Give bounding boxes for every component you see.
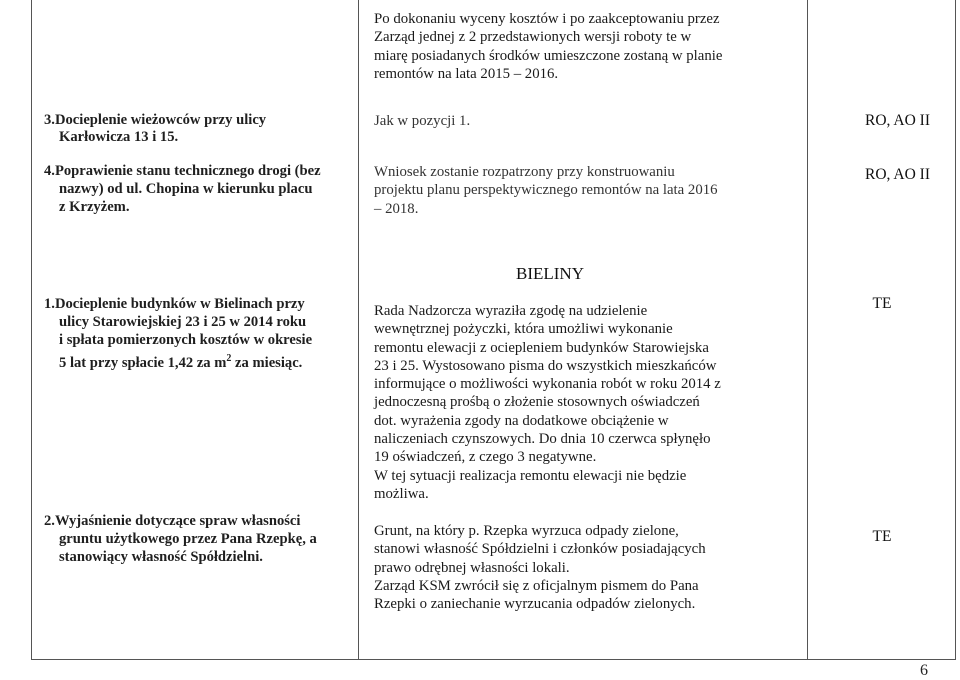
item-4-title-cont: z Krzyżem.	[59, 199, 130, 215]
text-line: Po dokonaniu wyceny kosztów i po zaakceptowaniu przez	[374, 11, 720, 27]
item-4-responsible: RO, AO II	[864, 166, 930, 183]
bieliny-item-2-description	[374, 522, 794, 613]
page-number: 6	[920, 662, 928, 679]
bieliny-item-2-title-cont: gruntu użytkowego przez Pana Rzepkę, a	[59, 531, 317, 547]
text-line: Wniosek zostanie rozpatrzony przy konstruowaniu	[374, 164, 675, 180]
text-line: remontów na lata 2015 – 2016.	[374, 65, 559, 82]
text-line: możliwa.	[374, 485, 429, 502]
bieliny-item-1-title	[44, 296, 305, 313]
item-3-description: Jak w pozycji 1.	[374, 113, 471, 129]
text-line: projektu planu perspektywicznego remontów na lata 2016	[374, 182, 718, 199]
text-part: za miesiąc.	[231, 354, 303, 371]
bieliny-item-1-title-cont: i spłata pomierzonych kosztów w okresie	[59, 332, 313, 348]
item-text: Wyjaśnienie dotyczące spraw własności	[54, 513, 301, 529]
table-column-divider-1	[358, 0, 359, 660]
text-line: Grunt, na który p. Rzepka wyrzuca odpady zielone,	[374, 523, 679, 539]
text-line: prawo odrębnej własności lokali.	[374, 559, 570, 576]
text-line: miarę posiadanych środków umieszczone zostaną w planie	[374, 47, 723, 64]
text-line: wewnętrznej pożyczki, która umożliwi wykonanie	[374, 321, 673, 338]
table-border-left	[31, 0, 32, 660]
item-number: 3.	[44, 112, 55, 128]
item-3-title	[44, 112, 266, 129]
item-number: 2.	[44, 513, 55, 529]
text-line: 19 oświadczeń, z czego 3 negatywne.	[374, 449, 597, 466]
item-text: Docieplenie wieżowców przy ulicy	[54, 112, 267, 128]
bieliny-item-1-responsible: TE	[872, 295, 892, 312]
intro-description	[374, 10, 750, 83]
superscript: 2	[226, 353, 232, 364]
text-line: naliczeniach czynszowych. Do dnia 10 czerwca spłynęło	[374, 431, 711, 448]
text-line: Rzepki o zaniechanie wyrzucania odpadów zielonych.	[374, 596, 696, 613]
item-3-title-cont: Karłowicza 13 i 15.	[59, 129, 179, 145]
table-border-bottom	[31, 659, 956, 660]
text-line: W tej sytuacji realizacja remontu elewacji nie będzie	[374, 467, 687, 484]
item-text: Docieplenie budynków w Bielinach przy	[54, 296, 305, 312]
text-line: Zarząd KSM zwrócił się z oficjalnym pismem do Pana	[374, 577, 699, 594]
bieliny-item-1-title-cont	[59, 350, 302, 372]
bieliny-item-2-title-cont: stanowiący własność Spółdzielni.	[59, 549, 263, 565]
text-line: stanowi własność Spółdzielni i członków posiadających	[374, 541, 706, 558]
item-4-title-cont: nazwy) od ul. Chopina w kierunku placu	[59, 181, 313, 197]
bieliny-item-1-description	[374, 302, 794, 503]
text-line: – 2018.	[374, 200, 419, 217]
text-part: 5 lat przy spłacie 1,42 za m	[59, 354, 227, 371]
section-title: BIELINY	[516, 264, 584, 283]
item-4-description	[374, 163, 750, 218]
item-4-title	[44, 163, 321, 180]
bieliny-item-2-responsible: TE	[872, 528, 892, 545]
text-line: 23 i 25. Wystosowano pisma do wszystkich mieszkańców	[374, 357, 717, 374]
text-line: jednoczesną prośbą o złożenie stosownych oświadczeń	[374, 394, 700, 411]
bieliny-item-2-title	[44, 513, 300, 530]
item-number: 4.	[44, 163, 55, 179]
text-line: Zarząd jednej z 2 przedstawionych wersji roboty te w	[374, 29, 692, 46]
text-line: dot. wyrażenia zgody na dodatkowe obciążenie w	[374, 412, 669, 429]
table-column-divider-2	[807, 0, 808, 660]
text-line: informujące o możliwości wykonania robót w roku 2014 z	[374, 376, 721, 393]
text-line: remontu elewacji z ociepleniem budynków Starowiejska	[374, 339, 709, 356]
text-line: Rada Nadzorcza wyraziła zgodę na udzielenie	[374, 303, 648, 319]
item-text: Poprawienie stanu technicznego drogi (bez	[54, 163, 321, 179]
table-border-right	[955, 0, 956, 660]
item-number: 1.	[44, 296, 55, 312]
bieliny-item-1-title-cont: ulicy Starowiejskiej 23 i 25 w 2014 roku	[59, 314, 307, 330]
item-3-responsible: RO, AO II	[864, 112, 930, 129]
